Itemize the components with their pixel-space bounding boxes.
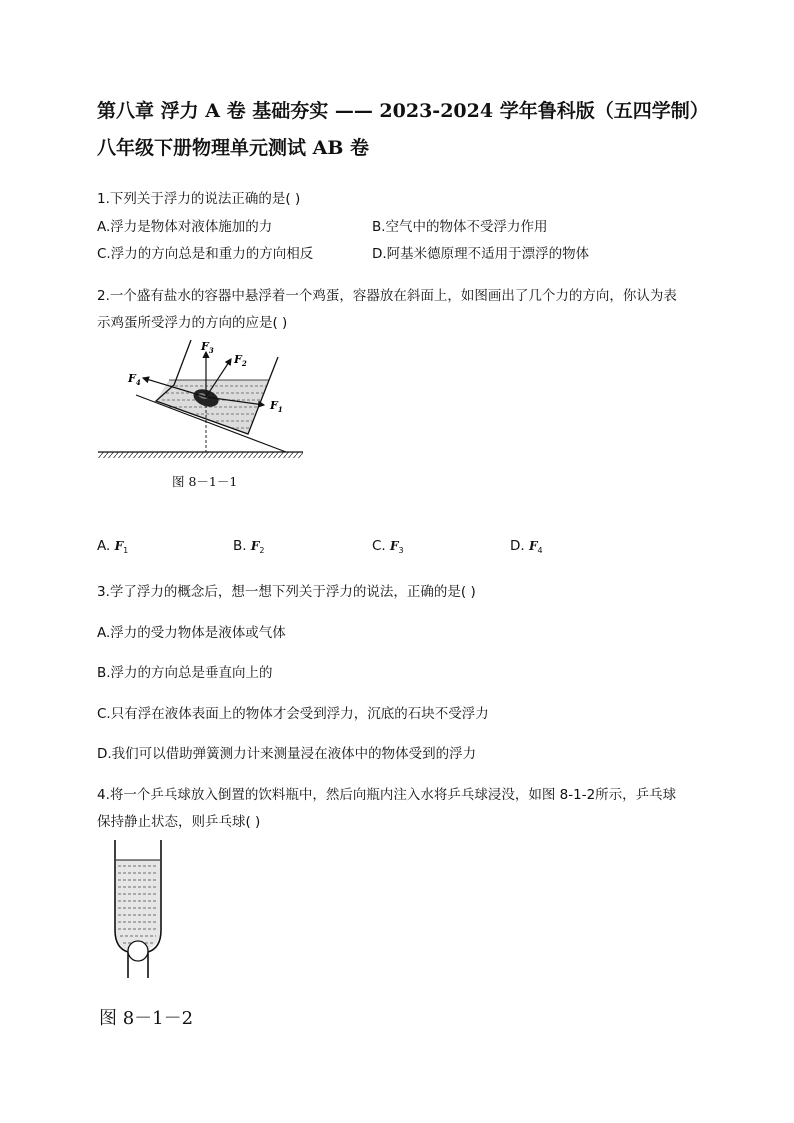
label-f1: $F_1$ xyxy=(270,399,283,414)
label-f3: $F_3$ xyxy=(201,340,214,355)
q1-option-c: C.浮力的方向总是和重力的方向相反 xyxy=(97,246,314,262)
q1-stem: 1.下列关于浮力的说法正确的是( ) xyxy=(97,191,301,207)
ping-pong-ball xyxy=(128,941,148,961)
q3-option-a: A.浮力的受力物体是液体或气体 xyxy=(97,625,286,641)
bottle-water xyxy=(116,860,160,950)
doc-title-line1: 第八章 浮力 A 卷 基础夯实 —— 2023-2024 学年鲁科版（五四学制） xyxy=(97,100,709,122)
q3-option-d: D.我们可以借助弹簧测力计来测量浸在液体中的物体受到的浮力 xyxy=(97,746,477,762)
doc-title-line2: 八年级下册物理单元测试 AB 卷 xyxy=(97,137,370,159)
q3-stem: 3.学了浮力的概念后，想一想下列关于浮力的说法，正确的是( ) xyxy=(97,584,476,600)
figure-8-1-2-caption: 图 8－1－2 xyxy=(99,1008,194,1029)
q1-option-d: D.阿基米德原理不适用于漂浮的物体 xyxy=(372,246,590,262)
figure-8-1-2 xyxy=(105,838,167,984)
q4-stem-line2: 保持静止状态，则乒乓球( ) xyxy=(97,814,261,830)
label-f4: $F_4$ xyxy=(128,372,141,387)
q2-option-d: D. $F_4$ xyxy=(510,538,543,555)
q1-option-b: B.空气中的物体不受浮力作用 xyxy=(372,219,548,235)
q3-option-c: C.只有浮在液体表面上的物体才会受到浮力，沉底的石块不受浮力 xyxy=(97,706,489,722)
ground-hatch xyxy=(98,452,303,458)
label-f2: $F_2$ xyxy=(234,353,247,368)
q2-option-c: C. $F_3$ xyxy=(372,538,404,555)
figure-8-1-1 xyxy=(96,335,306,465)
q2-option-b: B. $F_2$ xyxy=(233,538,265,555)
q2-stem-line2: 示鸡蛋所受浮力的方向的应是( ) xyxy=(97,315,288,331)
q4-stem-line1: 4.将一个乒乓球放入倒置的饮料瓶中，然后向瓶内注入水将乒乓球浸没，如图 8-1-2所示，乒乓球 xyxy=(97,787,677,803)
q3-option-b: B.浮力的方向总是垂直向上的 xyxy=(97,665,273,681)
q1-option-a: A.浮力是物体对液体施加的力 xyxy=(97,219,273,235)
figure-8-1-1-caption: 图 8－1－1 xyxy=(172,474,238,489)
q2-option-a: A. $F_1$ xyxy=(97,538,129,555)
q2-stem-line1: 2.一个盛有盐水的容器中悬浮着一个鸡蛋，容器放在斜面上，如图画出了几个力的方向，你认为表 xyxy=(97,288,677,304)
